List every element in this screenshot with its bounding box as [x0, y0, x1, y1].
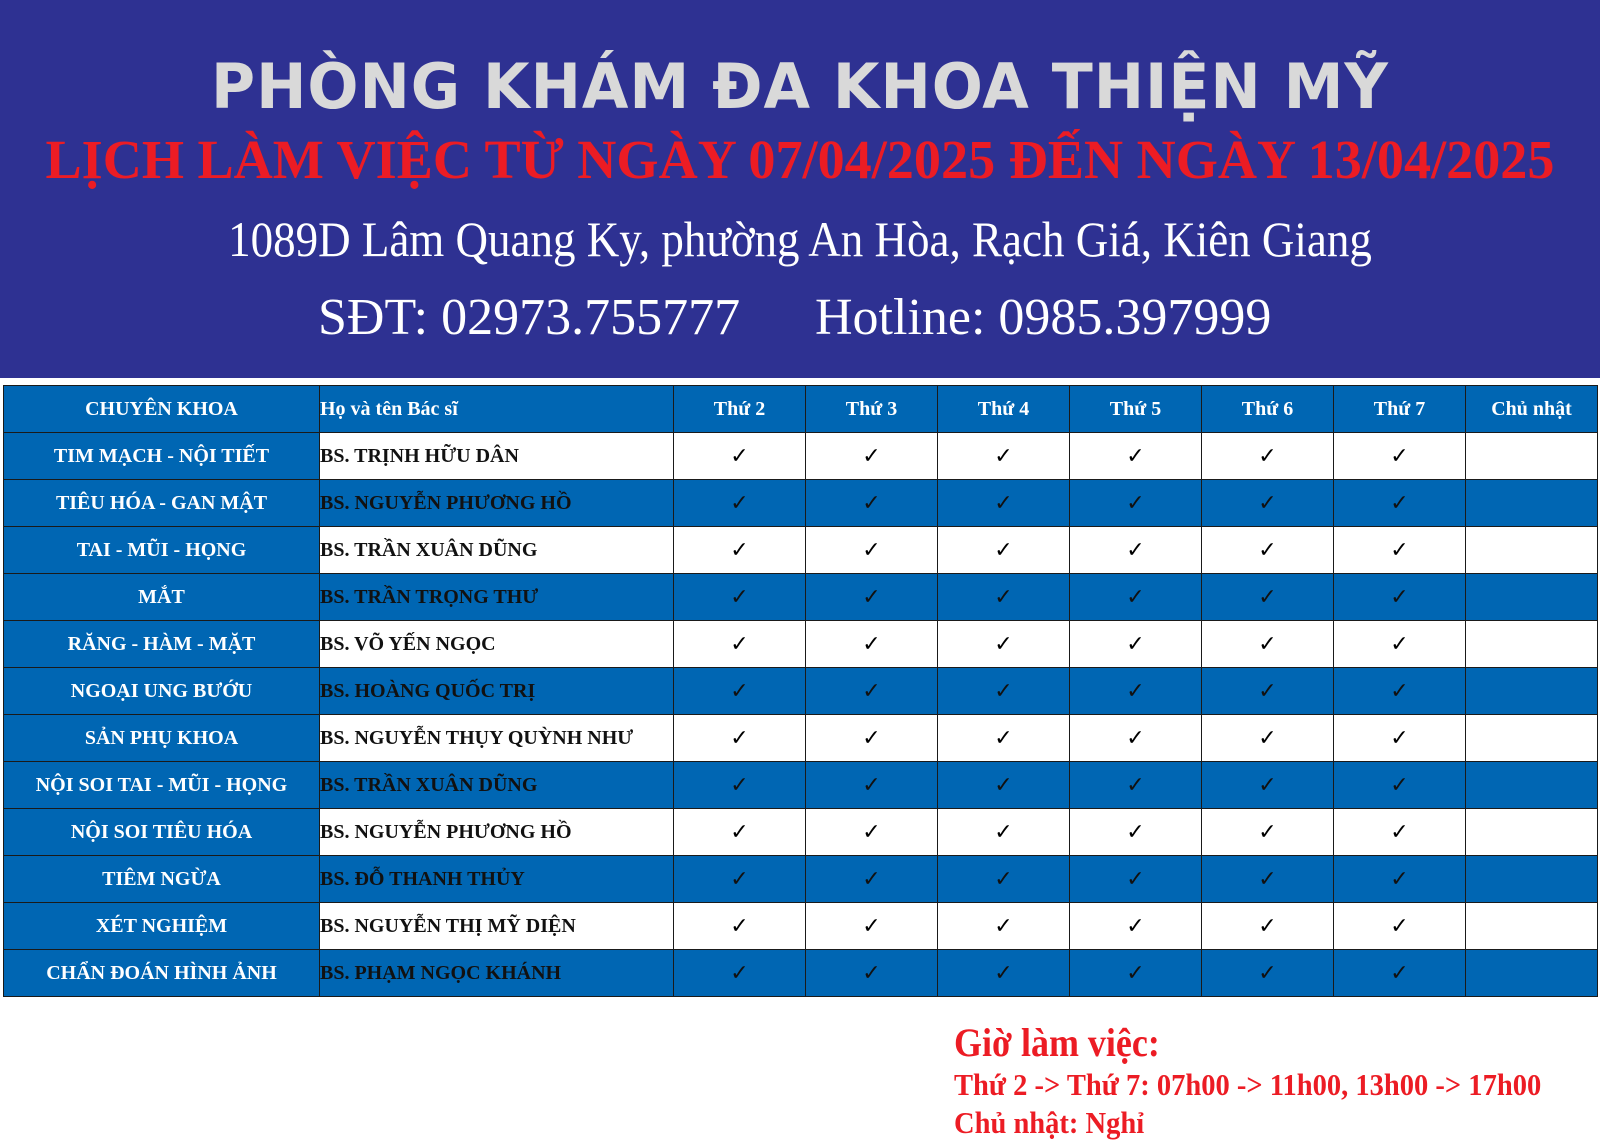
check-icon: ✓ [994, 819, 1013, 845]
specialty-cell: CHẨN ĐOÁN HÌNH ẢNH [4, 950, 320, 997]
table-row [4, 668, 1598, 715]
day-cell [938, 574, 1070, 621]
doctor-cell: BS. ĐỖ THANH THỦY [320, 856, 674, 903]
schedule-title: LỊCH LÀM VIỆC TỪ NGÀY 07/04/2025 ĐẾN NGÀY 13/04/2025 [45, 129, 1555, 190]
check-icon: ✓ [862, 537, 881, 563]
specialty-cell: XÉT NGHIỆM [4, 903, 320, 950]
check-icon: ✓ [1258, 443, 1277, 469]
schedule-table [3, 385, 1598, 997]
day-cell [806, 809, 938, 856]
doctor-cell: BS. VÕ YẾN NGỌC [320, 621, 674, 668]
clinic-name: PHÒNG KHÁM ĐA KHOA THIỆN MỸ [211, 50, 1389, 123]
day-cell [1334, 621, 1466, 668]
day-cell [1070, 950, 1202, 997]
check-icon: ✓ [862, 678, 881, 704]
day-cell [806, 950, 938, 997]
day-cell [1334, 715, 1466, 762]
day-cell [1334, 809, 1466, 856]
check-icon: ✓ [1390, 772, 1409, 798]
check-icon: ✓ [1258, 678, 1277, 704]
day-cell [1334, 903, 1466, 950]
day-cell [1202, 433, 1334, 480]
check-icon: ✓ [1126, 490, 1145, 516]
doctor-cell: BS. TRẦN TRỌNG THƯ [320, 574, 674, 621]
working-hours [954, 1020, 1592, 1142]
specialty-cell: TIM MẠCH - NỘI TIẾT [4, 433, 320, 480]
working-hours-title: Giờ làm việc: [954, 1020, 1160, 1065]
schedule-body [4, 433, 1598, 997]
day-cell [674, 856, 806, 903]
check-icon: ✓ [1258, 490, 1277, 516]
table-row [4, 480, 1598, 527]
check-icon: ✓ [730, 725, 749, 751]
day-cell [674, 809, 806, 856]
check-icon: ✓ [1126, 537, 1145, 563]
check-icon: ✓ [730, 678, 749, 704]
check-icon: ✓ [1126, 631, 1145, 657]
day-cell [1466, 715, 1598, 762]
check-icon: ✓ [730, 490, 749, 516]
check-icon: ✓ [1258, 913, 1277, 939]
specialty-cell: TIÊM NGỪA [4, 856, 320, 903]
check-icon: ✓ [1258, 819, 1277, 845]
check-icon: ✓ [862, 913, 881, 939]
day-cell [806, 527, 938, 574]
day-cell [938, 950, 1070, 997]
check-icon: ✓ [994, 678, 1013, 704]
day-cell [1202, 762, 1334, 809]
check-icon: ✓ [1126, 866, 1145, 892]
day-cell [1466, 574, 1598, 621]
check-icon: ✓ [1258, 772, 1277, 798]
check-icon: ✓ [1126, 725, 1145, 751]
check-icon: ✓ [1126, 584, 1145, 610]
specialty-cell: NỘI SOI TIÊU HÓA [4, 809, 320, 856]
check-icon: ✓ [1126, 678, 1145, 704]
check-icon: ✓ [1390, 490, 1409, 516]
header-doctor: Họ và tên Bác sĩ [320, 386, 674, 433]
day-cell [938, 856, 1070, 903]
day-cell [1466, 480, 1598, 527]
specialty-cell: NỘI SOI TAI - MŨI - HỌNG [4, 762, 320, 809]
day-cell [806, 480, 938, 527]
doctor-cell: BS. HOÀNG QUỐC TRỊ [320, 668, 674, 715]
check-icon: ✓ [862, 772, 881, 798]
clinic-address: 1089D Lâm Quang Ky, phường An Hòa, Rạch Giá, Kiên Giang [228, 211, 1372, 267]
check-icon: ✓ [1126, 443, 1145, 469]
check-icon: ✓ [1390, 960, 1409, 986]
day-cell [806, 856, 938, 903]
day-cell [1334, 433, 1466, 480]
day-cell [1334, 527, 1466, 574]
check-icon: ✓ [862, 490, 881, 516]
working-hours-weekday: Thứ 2 -> Thứ 7: 07h00 -> 11h00, 13h00 -> 17h00 [954, 1067, 1542, 1102]
day-cell [1202, 809, 1334, 856]
specialty-cell: RĂNG - HÀM - MẶT [4, 621, 320, 668]
table-row [4, 574, 1598, 621]
check-icon: ✓ [994, 725, 1013, 751]
day-cell [1334, 574, 1466, 621]
header-tuesday: Thứ 3 [806, 386, 938, 433]
day-cell [674, 574, 806, 621]
day-cell [1070, 527, 1202, 574]
header-saturday: Thứ 7 [1334, 386, 1466, 433]
specialty-cell: SẢN PHỤ KHOA [4, 715, 320, 762]
check-icon: ✓ [1390, 866, 1409, 892]
table-row [4, 903, 1598, 950]
check-icon: ✓ [1126, 960, 1145, 986]
check-icon: ✓ [730, 866, 749, 892]
specialty-cell: MẮT [4, 574, 320, 621]
day-cell [1466, 762, 1598, 809]
check-icon: ✓ [1390, 631, 1409, 657]
day-cell [938, 621, 1070, 668]
day-cell [938, 903, 1070, 950]
day-cell [806, 433, 938, 480]
day-cell [1070, 621, 1202, 668]
doctor-cell: BS. NGUYỄN THỊ MỸ DIỆN [320, 903, 674, 950]
hotline-number: Hotline: 0985.397999 [815, 289, 1272, 346]
header-friday: Thứ 6 [1202, 386, 1334, 433]
day-cell [674, 621, 806, 668]
day-cell [938, 762, 1070, 809]
check-icon: ✓ [730, 960, 749, 986]
day-cell [674, 762, 806, 809]
day-cell [1202, 903, 1334, 950]
check-icon: ✓ [730, 631, 749, 657]
header-specialty: CHUYÊN KHOA [4, 386, 320, 433]
day-cell [1070, 856, 1202, 903]
header-sunday: Chủ nhật [1466, 386, 1598, 433]
day-cell [674, 480, 806, 527]
check-icon: ✓ [730, 584, 749, 610]
day-cell [674, 527, 806, 574]
day-cell [1202, 715, 1334, 762]
check-icon: ✓ [1390, 443, 1409, 469]
check-icon: ✓ [994, 490, 1013, 516]
check-icon: ✓ [1258, 725, 1277, 751]
day-cell [1202, 668, 1334, 715]
check-icon: ✓ [1390, 678, 1409, 704]
table-row [4, 433, 1598, 480]
table-row [4, 762, 1598, 809]
day-cell [1466, 527, 1598, 574]
check-icon: ✓ [862, 584, 881, 610]
check-icon: ✓ [1390, 819, 1409, 845]
day-cell [806, 574, 938, 621]
day-cell [1466, 856, 1598, 903]
header-monday: Thứ 2 [674, 386, 806, 433]
day-cell [1202, 856, 1334, 903]
doctor-cell: BS. TRỊNH HỮU DÂN [320, 433, 674, 480]
check-icon: ✓ [1258, 960, 1277, 986]
check-icon: ✓ [862, 725, 881, 751]
check-icon: ✓ [1258, 537, 1277, 563]
doctor-cell: BS. NGUYỄN PHƯƠNG HỒ [320, 809, 674, 856]
day-cell [938, 527, 1070, 574]
check-icon: ✓ [1390, 537, 1409, 563]
check-icon: ✓ [994, 537, 1013, 563]
day-cell [1466, 621, 1598, 668]
table-row [4, 809, 1598, 856]
check-icon: ✓ [730, 537, 749, 563]
day-cell [674, 715, 806, 762]
day-cell [1466, 950, 1598, 997]
specialty-cell: TIÊU HÓA - GAN MẬT [4, 480, 320, 527]
day-cell [938, 480, 1070, 527]
check-icon: ✓ [1390, 725, 1409, 751]
check-icon: ✓ [1126, 913, 1145, 939]
check-icon: ✓ [862, 960, 881, 986]
day-cell [1466, 668, 1598, 715]
day-cell [674, 433, 806, 480]
check-icon: ✓ [862, 443, 881, 469]
day-cell [938, 715, 1070, 762]
table-row [4, 527, 1598, 574]
phone-number: SĐT: 02973.755777 [318, 289, 741, 346]
day-cell [1334, 480, 1466, 527]
table-row [4, 856, 1598, 903]
header-thursday: Thứ 5 [1070, 386, 1202, 433]
doctor-cell: BS. TRẦN XUÂN DŨNG [320, 762, 674, 809]
day-cell [1070, 433, 1202, 480]
check-icon: ✓ [994, 913, 1013, 939]
specialty-cell: NGOẠI UNG BƯỚU [4, 668, 320, 715]
check-icon: ✓ [994, 631, 1013, 657]
day-cell [806, 903, 938, 950]
table-row [4, 621, 1598, 668]
day-cell [1070, 903, 1202, 950]
header-wednesday: Thứ 4 [938, 386, 1070, 433]
doctor-cell: BS. PHẠM NGỌC KHÁNH [320, 950, 674, 997]
check-icon: ✓ [1390, 584, 1409, 610]
check-icon: ✓ [994, 584, 1013, 610]
day-cell [1334, 950, 1466, 997]
check-icon: ✓ [862, 866, 881, 892]
day-cell [806, 621, 938, 668]
check-icon: ✓ [994, 772, 1013, 798]
check-icon: ✓ [994, 866, 1013, 892]
day-cell [1202, 574, 1334, 621]
day-cell [1466, 433, 1598, 480]
day-cell [1070, 809, 1202, 856]
day-cell [1202, 527, 1334, 574]
day-cell [1070, 715, 1202, 762]
day-cell [1070, 762, 1202, 809]
table-row [4, 950, 1598, 997]
day-cell [1070, 480, 1202, 527]
check-icon: ✓ [730, 819, 749, 845]
day-cell [938, 433, 1070, 480]
check-icon: ✓ [730, 772, 749, 798]
day-cell [1202, 621, 1334, 668]
working-hours-sunday: Chủ nhật: Nghỉ [954, 1105, 1145, 1140]
day-cell [1334, 856, 1466, 903]
check-icon: ✓ [862, 819, 881, 845]
day-cell [938, 809, 1070, 856]
day-cell [1070, 574, 1202, 621]
day-cell [1202, 950, 1334, 997]
check-icon: ✓ [1258, 866, 1277, 892]
check-icon: ✓ [1258, 631, 1277, 657]
table-row [4, 715, 1598, 762]
check-icon: ✓ [1126, 819, 1145, 845]
day-cell [1466, 903, 1598, 950]
check-icon: ✓ [862, 631, 881, 657]
check-icon: ✓ [730, 913, 749, 939]
day-cell [1466, 809, 1598, 856]
specialty-cell: TAI - MŨI - HỌNG [4, 527, 320, 574]
day-cell [806, 668, 938, 715]
day-cell [938, 668, 1070, 715]
check-icon: ✓ [994, 960, 1013, 986]
table-header-row [4, 386, 1598, 433]
day-cell [674, 950, 806, 997]
check-icon: ✓ [994, 443, 1013, 469]
day-cell [806, 715, 938, 762]
check-icon: ✓ [1390, 913, 1409, 939]
doctor-cell: BS. TRẦN XUÂN DŨNG [320, 527, 674, 574]
day-cell [1334, 668, 1466, 715]
day-cell [1202, 480, 1334, 527]
doctor-cell: BS. NGUYỄN PHƯƠNG HỒ [320, 480, 674, 527]
check-icon: ✓ [730, 443, 749, 469]
day-cell [674, 668, 806, 715]
header-banner [0, 0, 1600, 378]
check-icon: ✓ [1126, 772, 1145, 798]
day-cell [674, 903, 806, 950]
day-cell [1334, 762, 1466, 809]
doctor-cell: BS. NGUYỄN THỤY QUỲNH NHƯ [320, 715, 674, 762]
check-icon: ✓ [1258, 584, 1277, 610]
day-cell [1070, 668, 1202, 715]
day-cell [806, 762, 938, 809]
